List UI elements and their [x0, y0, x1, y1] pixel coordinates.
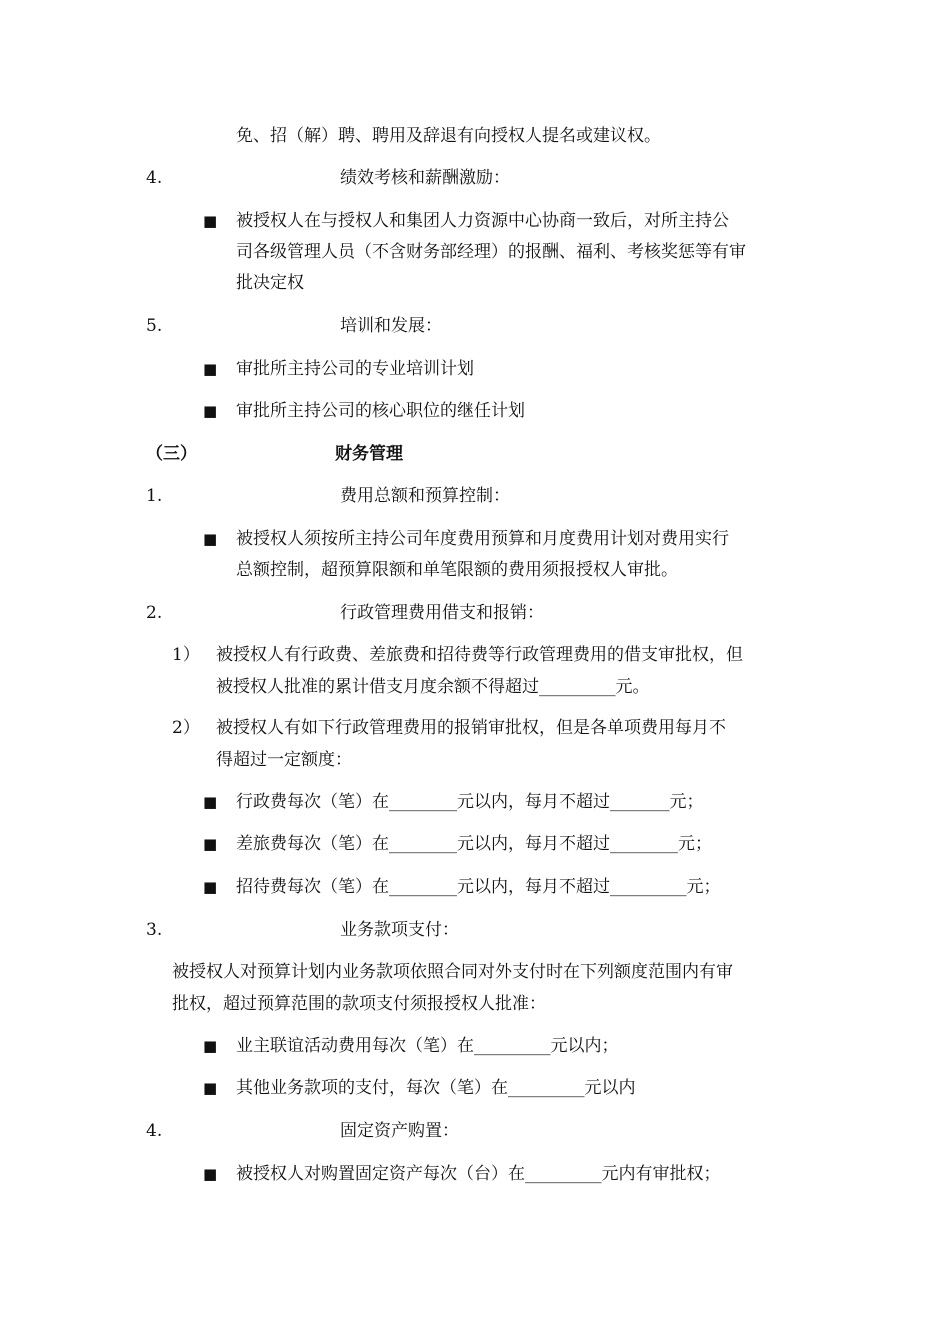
text-line: 被授权人对预算计划内业务款项依照合同对外支付时在下列额度范围内有审	[172, 962, 733, 982]
section-heading: 业务款项支付：	[340, 920, 459, 940]
bullet-icon: ■	[203, 402, 218, 420]
section-heading: 费用总额和预算控制：	[340, 486, 510, 506]
text-line: 被授权人批准的累计借支月度余额不得超过_________元。	[216, 677, 650, 697]
text-line: 被授权人须按所主持公司年度费用预算和月度费用计划对费用实行	[236, 529, 729, 549]
list-number: 1.	[146, 486, 163, 506]
text-line: 被授权人在与授权人和集团人力资源中心协商一致后，对所主持公	[236, 211, 729, 231]
sub-number: 1）	[172, 645, 200, 665]
text-line: 被授权人有行政费、差旅费和招待费等行政管理费用的借支审批权，但	[216, 645, 743, 665]
bullet-icon: ■	[203, 1165, 218, 1183]
list-number: 3.	[146, 920, 163, 940]
text-line: 得超过一定额度：	[216, 750, 352, 770]
text-line: 被授权人有如下行政管理费用的报销审批权，但是各单项费用每月不	[216, 718, 726, 738]
text-line: 差旅费每次（笔）在________元以内，每月不超过________元；	[236, 834, 712, 854]
list-number: 4.	[146, 1121, 163, 1141]
text-line: 司各级管理人员（不含财务部经理）的报酬、福利、考核奖惩等有审	[236, 242, 746, 262]
bullet-icon: ■	[203, 360, 218, 378]
bullet-icon: ■	[203, 1079, 218, 1097]
text-line: 审批所主持公司的核心职位的继任计划	[236, 401, 525, 421]
section-number: （三）	[146, 444, 197, 464]
text-line: 总额控制，超预算限额和单笔限额的费用须报授权人审批。	[236, 560, 678, 580]
text-line: 行政费每次（笔）在________元以内，每月不超过_______元；	[236, 792, 704, 812]
section-heading: 培训和发展：	[340, 316, 442, 336]
section-heading: 固定资产购置：	[340, 1121, 459, 1141]
text-line: 业主联谊活动费用每次（笔）在_________元以内；	[236, 1036, 619, 1056]
list-number: 4.	[146, 168, 163, 188]
text-line: 免、招（解）聘、聘用及辞退有向授权人提名或建议权。	[236, 126, 661, 146]
bullet-icon: ■	[203, 835, 218, 853]
bullet-icon: ■	[203, 530, 218, 548]
bullet-icon: ■	[203, 793, 218, 811]
text-line: 批权，超过预算范围的款项支付须报授权人批准：	[172, 994, 546, 1014]
section-title: 财务管理	[335, 444, 403, 464]
text-line: 被授权人对购置固定资产每次（台）在_________元内有审批权；	[236, 1164, 721, 1184]
text-line: 批决定权	[236, 273, 304, 293]
section-heading: 绩效考核和薪酬激励：	[340, 168, 510, 188]
bullet-icon: ■	[203, 878, 218, 896]
text-line: 招待费每次（笔）在________元以内，每月不超过_________元；	[236, 877, 721, 897]
list-number: 5.	[146, 316, 163, 336]
list-number: 2.	[146, 603, 163, 623]
bullet-icon: ■	[203, 212, 218, 230]
text-line: 审批所主持公司的专业培训计划	[236, 359, 474, 379]
sub-number: 2）	[172, 718, 200, 738]
text-line: 其他业务款项的支付，每次（笔）在_________元以内	[236, 1078, 636, 1098]
section-heading: 行政管理费用借支和报销：	[340, 603, 544, 623]
bullet-icon: ■	[203, 1037, 218, 1055]
